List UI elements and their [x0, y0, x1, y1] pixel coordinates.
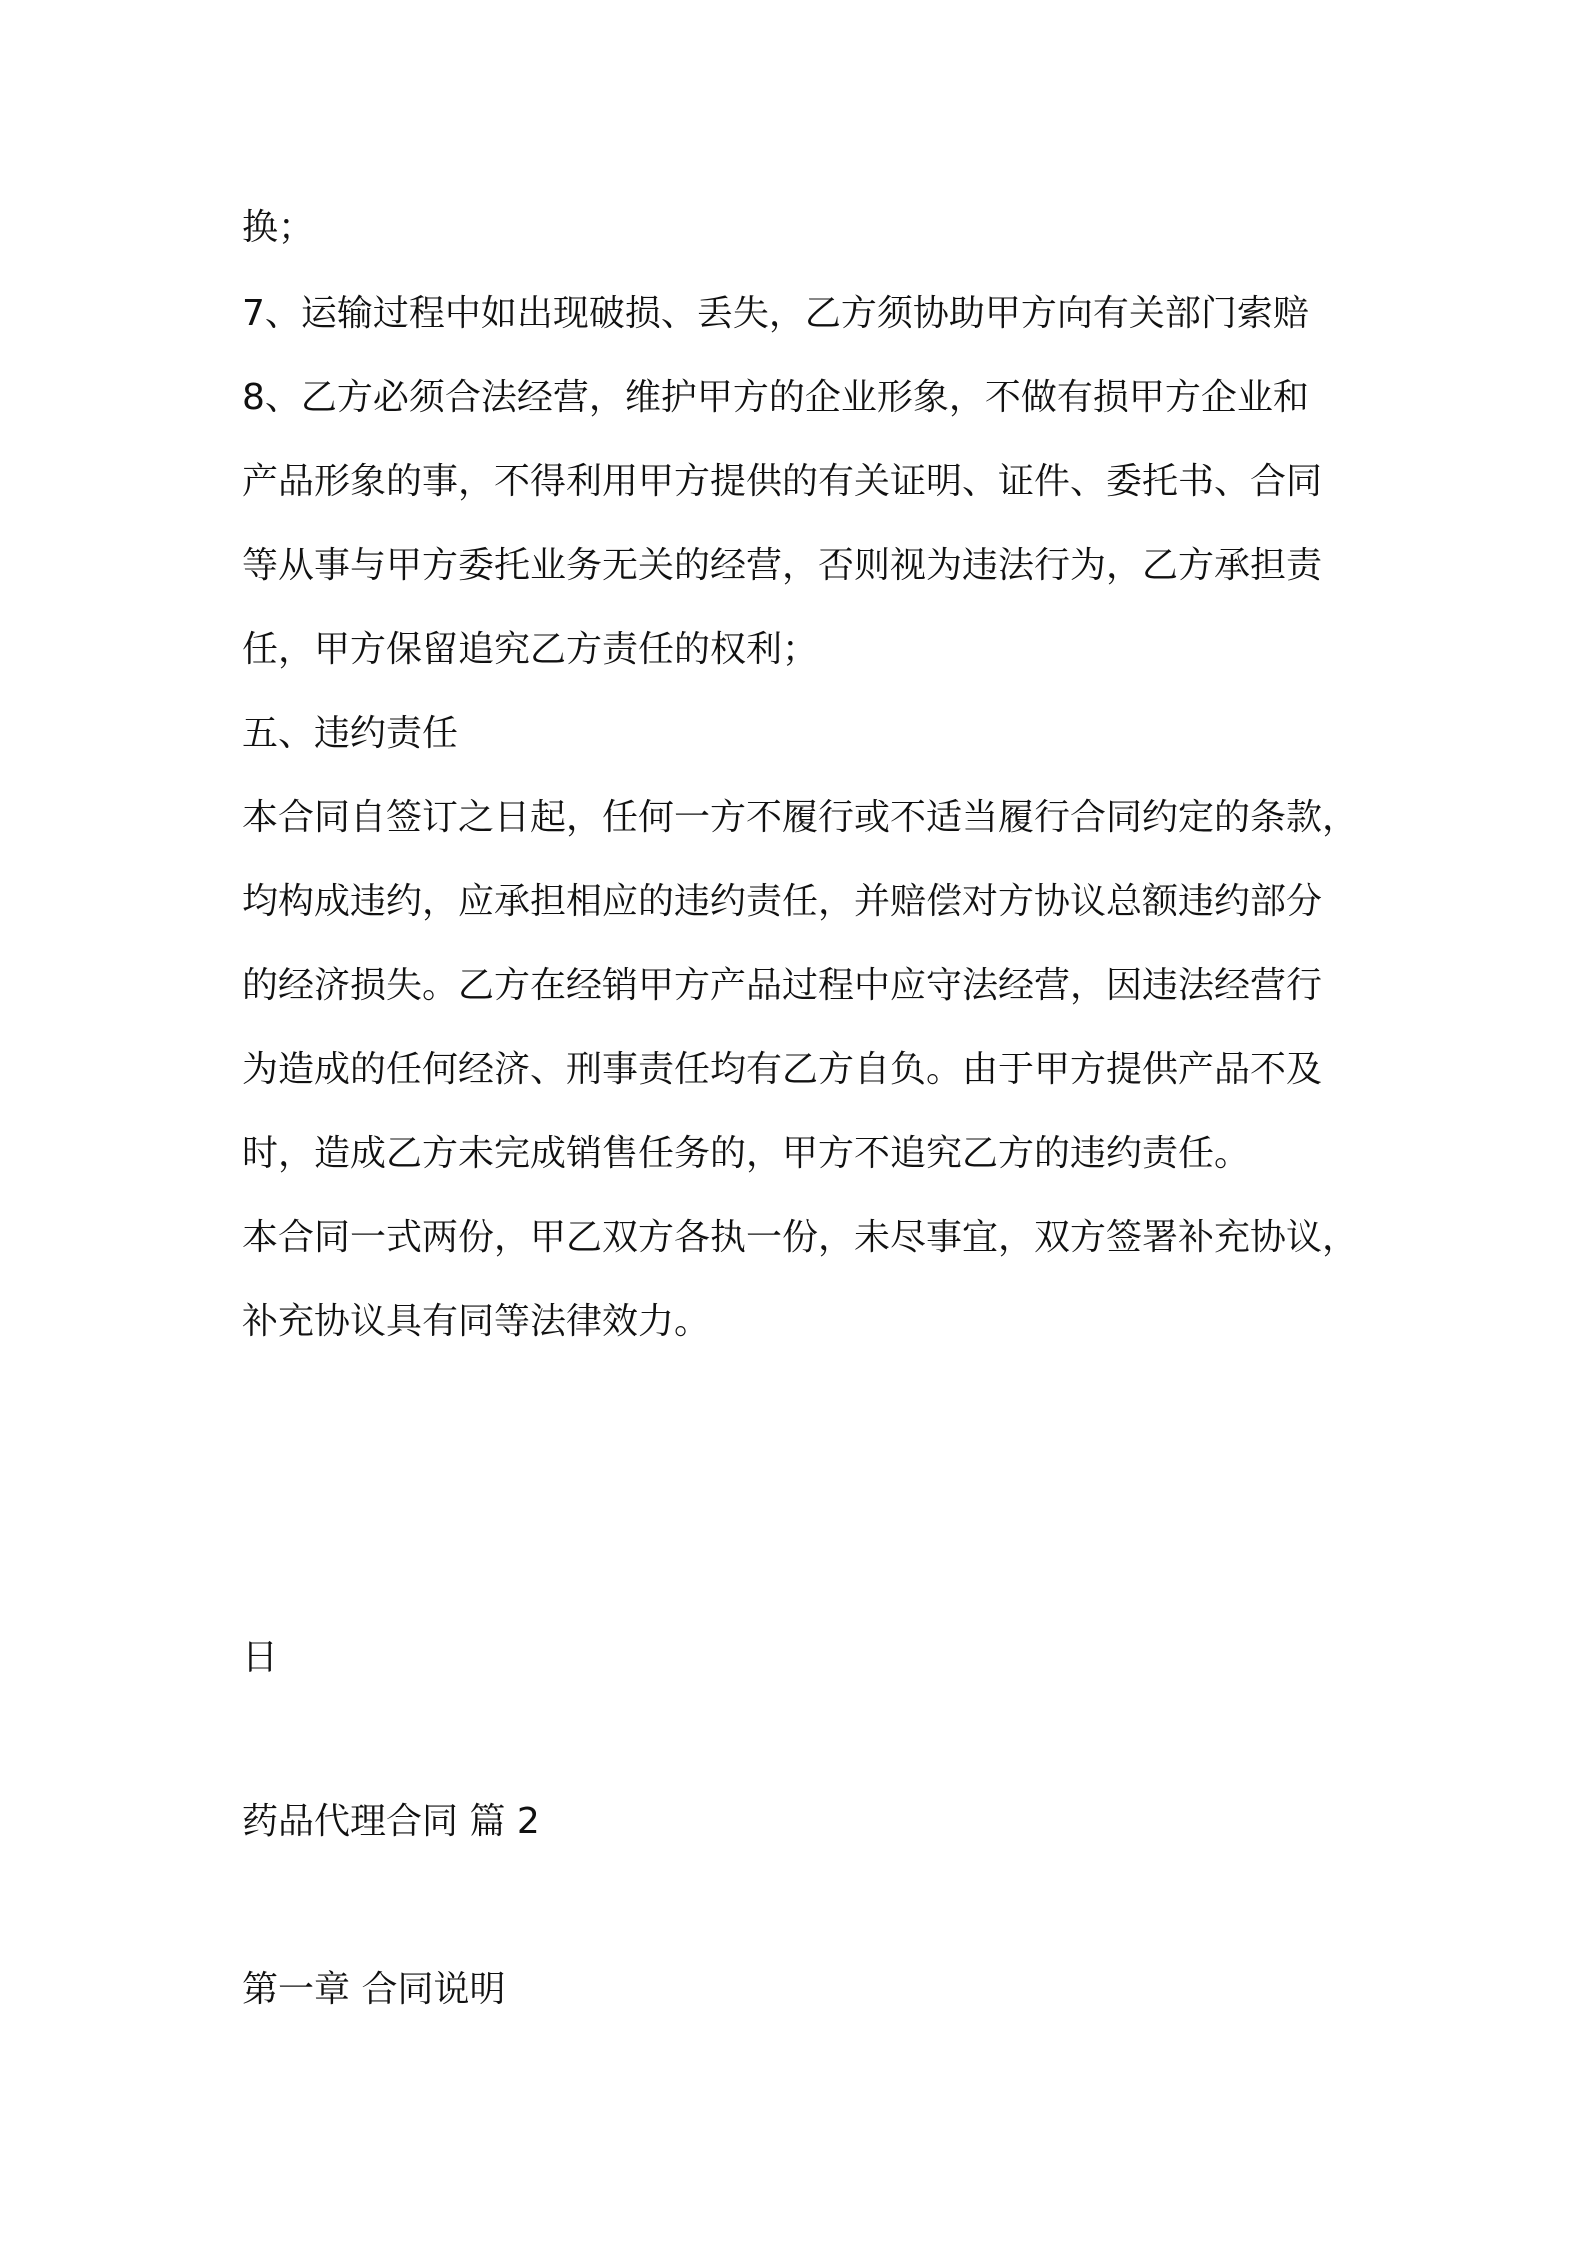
text-line: 换； [242, 207, 315, 248]
text-line: 任，甲方保留追究乙方责任的权利； [242, 629, 819, 670]
section-title: 药品代理合同 篇 2 [242, 1801, 540, 1842]
text-line: 时，造成乙方未完成销售任务的，甲方不追究乙方的违约责任。 [242, 1133, 1251, 1174]
text-line: 的经济损失。乙方在经销甲方产品过程中应守法经营，因违法经营行 [242, 965, 1323, 1006]
text-line: 等从事与甲方委托业务无关的经营，否则视为违法行为，乙方承担责 [242, 545, 1323, 586]
text-line: 为造成的任何经济、刑事责任均有乙方自负。由于甲方提供产品不及 [242, 1049, 1323, 1090]
text-line: 本合同一式两份，甲乙双方各执一份，未尽事宜，双方签署补充协议， [242, 1217, 1359, 1258]
chapter-heading: 第一章 合同说明 [242, 1969, 506, 2010]
text-line: 7、运输过程中如出现破损、丢失，乙方须协助甲方向有关部门索赔 [242, 293, 1309, 334]
text-line: 产品形象的事，不得利用甲方提供的有关证明、证件、委托书、合同 [242, 461, 1323, 502]
section-heading: 五、违约责任 [242, 713, 459, 754]
text-line: 8、乙方必须合法经营，维护甲方的企业形象，不做有损甲方企业和 [242, 377, 1309, 418]
text-line: 补充协议具有同等法律效力。 [242, 1301, 711, 1342]
date-tail: 日 [242, 1637, 279, 1678]
text-line: 均构成违约，应承担相应的违约责任，并赔偿对方协议总额违约部分 [242, 881, 1323, 922]
text-line: 本合同自签订之日起，任何一方不履行或不适当履行合同约定的条款， [242, 797, 1359, 838]
